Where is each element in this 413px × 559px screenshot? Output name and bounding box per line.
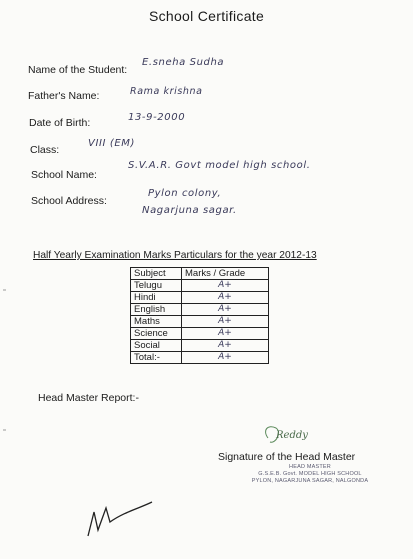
grade-cell: A+ [182,328,269,340]
subject-cell: Total:- [131,352,182,364]
subject-column-header: Subject [131,268,182,280]
school-address-line1: Pylon colony, [148,188,222,199]
grade-cell: A+ [182,292,269,304]
marks-heading: Half Yearly Examination Marks Particulars for the year 2012-13 [33,250,317,261]
school-address-line2: Nagarjuna sagar. [142,205,237,216]
grade-cell: A+ [182,352,269,364]
subject-cell: Science [131,328,182,340]
school-address-label: School Address: [31,195,107,207]
stamp-line-2: G.S.E.B. Govt. MODEL HIGH SCHOOL [258,471,362,477]
father-name-label: Father's Name: [28,90,100,102]
stamp-line-3: PYLON, NAGARJUNA SAGAR, NALGONDA [251,478,369,484]
school-name-label: School Name: [31,169,97,181]
date-of-birth-label: Date of Birth: [29,117,91,129]
class-label: Class: [30,144,60,156]
father-name-value: Rama krishna [130,86,203,97]
grade-cell: A+ [182,280,269,292]
grade-column-header: Marks / Grade [182,268,269,280]
grade-cell: A+ [182,340,269,352]
school-name-value: S.V.A.R. Govt model high school. [128,160,311,171]
student-name-value: E.sneha Sudha [142,57,225,68]
subject-cell: Social [131,340,182,352]
grade-cell: A+ [182,316,269,328]
date-of-birth-value: 13-9-2000 [128,112,186,123]
document-title: School Certificate [148,8,265,24]
signature-label: Signature of the Head Master [218,451,356,463]
stamp-line-1: HEAD MASTER [289,464,331,470]
grade-cell: A+ [182,304,269,316]
subject-cell: Maths [131,316,182,328]
subject-cell: Hindi [131,292,182,304]
subject-cell: Telugu [131,280,182,292]
head-master-report-label: Head Master Report:- [38,392,139,404]
student-name-label: Name of the Student: [28,64,128,76]
subject-cell: English [131,304,182,316]
class-value: VIII (EM) [88,138,136,149]
headmaster-initial: Reddy [276,430,308,441]
